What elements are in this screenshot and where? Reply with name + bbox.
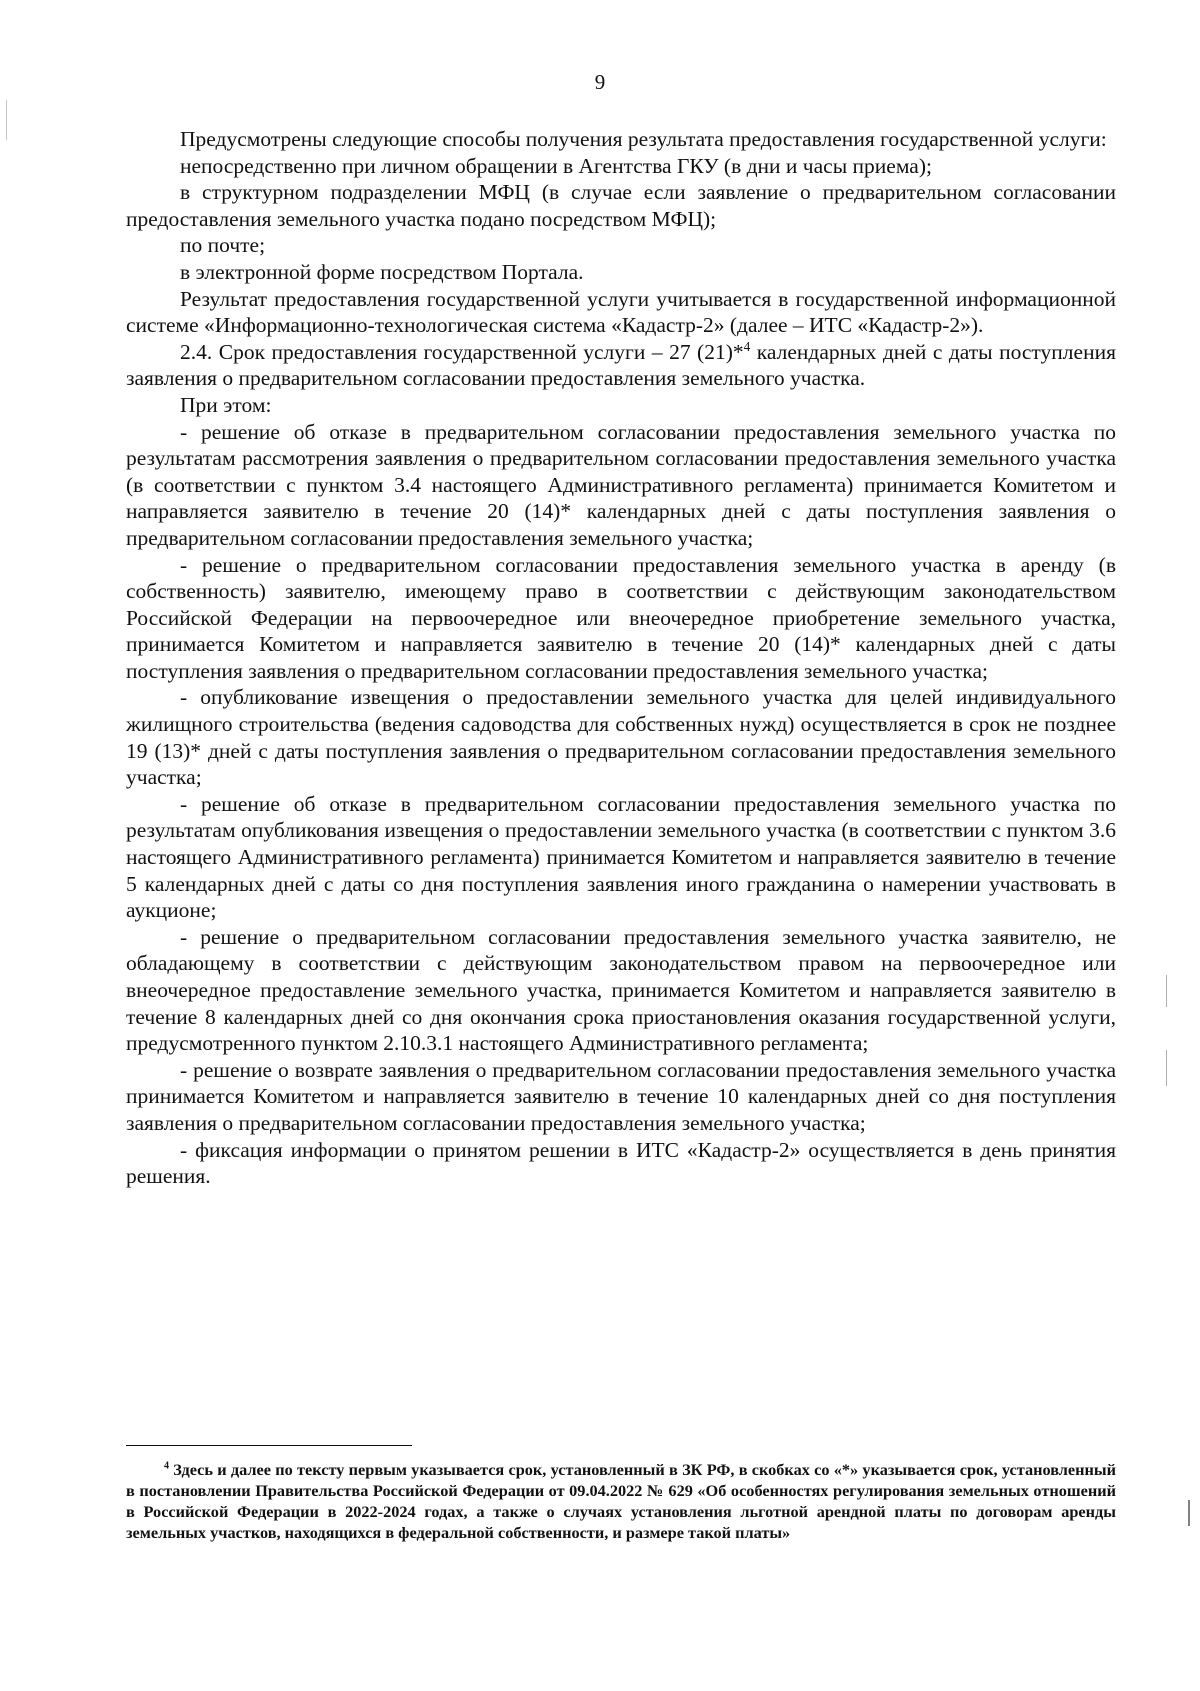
list-item-refusal-decision: - решение об отказе в предварительном согласовании предоставления земельного участка по результатам рассмотрения заявления о предварительном согласовании предоставления земельного участка (в соответствии с пунктом 3.4 настоящего Административного регламента) принимается Комитетом и направляется заявителю в течение 20 (14)* календарных дней с даты поступления заявления о предварительном согласовании предоставления земельного участка; — [126, 419, 1116, 550]
footnote-reference: 4 — [743, 338, 751, 354]
list-item-return-decision: - решение о возврате заявления о предварительном согласовании предоставления земельного участка принимается Комитетом и направляется заявителю в течение 10 календарных дней со дня поступления заявления о предварительном согласовании предоставления земельного участка; — [126, 1057, 1116, 1135]
footnote-text: Здесь и далее по тексту первым указывается срок, установленный в ЗК РФ, в скобках со «*» указывается срок, установленный в постановлении Правительства Российской Федерации от 09.04.2022 № 629 «Об особенностях регулирования земельных отношений в Российской Федерации в 2022-2024 годах, а также о случаях установления льготной арендной платы по договорам аренды земельных участков, находящихся в федеральной собственности, и размере такой платы» — [126, 1460, 1116, 1542]
scan-artifact-right-lower — [1166, 1050, 1167, 1086]
list-item-refusal-after-publication: - решение об отказе в предварительном согласовании предоставления земельного участка по результатам опубликования извещения о предоставлении земельного участка (в соответствии с пунктом 3.6 настоящего Административного регламента) принимается Комитетом и направляется заявителю в течение 5 календарных дней с даты со дня поступления заявления иного гражданина о намерении участвовать в аукционе; — [126, 791, 1116, 923]
list-item-notice-publication: - опубликование извещения о предоставлении земельного участка для целей индивидуального жилищного строительства (ведения садоводства для собственных нужд) осуществляется в срок не позднее 19 (13)* дней с даты поступления заявления о предварительном согласовании предоставления земельного участка; — [126, 685, 1116, 790]
paragraph-method-portal: в электронной форме посредством Портала. — [180, 259, 584, 284]
footnote — [126, 1459, 1116, 1543]
paragraph-method-mail: по почте; — [180, 233, 266, 258]
paragraph-result-methods-intro: Предусмотрены следующие способы получения результата предоставления государственной услуги: — [180, 127, 1107, 151]
document-body — [126, 126, 1116, 1190]
footnote-marker: 4 — [164, 1460, 170, 1472]
paragraph-method-mfc: в структурном подразделении МФЦ (в случае если заявление о предварительном согласовании предоставления земельного участка подано посредством МФЦ); — [126, 180, 1116, 231]
page-number: 9 — [594, 70, 606, 94]
scan-artifact-right-footnote — [1188, 1500, 1190, 1526]
paragraph-method-in-person: непосредственно при личном обращении в Агентства ГКУ (в дни и часы приема); — [180, 153, 932, 178]
paragraph-service-term — [126, 339, 1116, 392]
list-item-approval-priority: - решение о предварительном согласовании предоставления земельного участка в аренду (в собственность) заявителю, имеющему право в соответствии с действующим законодательством Российской Федерации на первоочередное или внеочередное приобретение земельного участка, принимается Комитетом и направляется заявителю в течение 20 (14)* календарных дней с даты поступления заявления о предварительном согласовании предоставления земельного участка; — [126, 552, 1116, 683]
paragraph-its-kadastr: Результат предоставления государственной услуги учитывается в государственной информационной системе «Информационно-технологическая система «Кадастр-2» (далее – ИТС «Кадастр-2»). — [126, 286, 1116, 338]
service-term-text-end: календарных дней с даты поступления заявления о предварительном согласовании предоставления земельного участка. — [126, 339, 1116, 391]
list-item-decision-recording: - фиксация информации о принятом решении в ИТС «Кадастр-2» осуществляется в день принятия решения. — [126, 1137, 1116, 1189]
footnote-separator — [126, 1445, 412, 1446]
paragraph-pri-etom: При этом: — [180, 392, 272, 417]
list-item-approval-non-priority: - решение о предварительном согласовании предоставления земельного участка заявителю, не обладающему в соответствии с действующим законодательством правом на первоочередное или внеочередное предоставление земельного участка, принимается Комитетом и направляется заявителю в течение 8 календарных дней со дня окончания срока приостановления оказания государственной услуги, предусмотренного пунктом 2.10.3.1 настоящего Административного регламента; — [126, 924, 1116, 1056]
footnote-4 — [126, 1459, 1116, 1543]
scan-artifact-left — [6, 100, 7, 140]
scan-artifact-right — [1166, 975, 1167, 1007]
service-term-text-start: 2.4. Срок предоставления государственной услуги – 27 (21)* — [180, 339, 744, 364]
